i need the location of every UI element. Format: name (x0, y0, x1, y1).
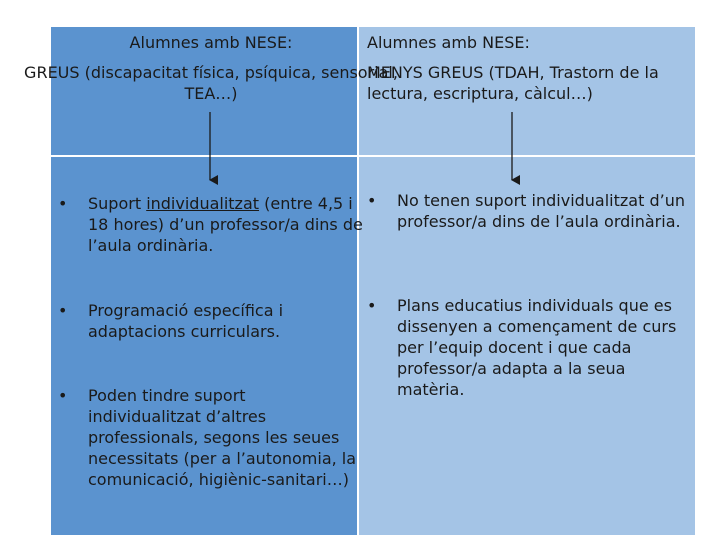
left-bullet-2-text: Programació específica i adaptacions curriculars. (88, 301, 284, 341)
left-bullet-1 (58, 193, 363, 256)
left-bullet-1-text: Suport individualitzat (entre 4,5 i 18 hores) d’un professor/a dins de l’aula ordinària. (88, 194, 363, 255)
bullet-glyph: • (58, 386, 68, 405)
right-subtitle-rest: (TDAH, Trastorn de la lectura, escriptura, càlcul…) (367, 63, 659, 103)
left-subtitle-strong: GREUS (24, 63, 80, 82)
right-title: Alumnes amb NESE: (367, 33, 530, 52)
bullet-glyph: • (58, 301, 68, 320)
bullet-glyph: • (367, 296, 377, 315)
left-title: Alumnes amb NESE: (129, 33, 293, 52)
left-bullet-3-text: Poden tindre suport individualitzat d’altres professionals, segons les seues necessitats (per a l’autonomia, la comunicació, higiènic-sanitari…) (88, 386, 357, 489)
right-bullet-2 (367, 295, 695, 400)
left-bullet-3 (58, 385, 360, 490)
right-bullet-2-text: Plans educatius individuals que es dissenyen a començament de curs per l’equip docent i que cada professor/a adapta a la seua matèria. (397, 296, 677, 399)
underlined-word: individualitzat (146, 194, 260, 213)
left-bullet-2 (58, 300, 348, 342)
right-subtitle-strong: MENYS GREUS (367, 63, 484, 82)
left-subtitle-rest: (discapacitat física, psíquica, sensorial, TEA…) (79, 63, 398, 103)
right-bullet-1 (367, 190, 695, 232)
bullet-glyph: • (367, 191, 377, 210)
right-bullet-1-text: No tenen suport individualitzat d’un professor/a dins de l’aula ordinària. (397, 191, 685, 231)
bullet-glyph: • (58, 194, 68, 213)
